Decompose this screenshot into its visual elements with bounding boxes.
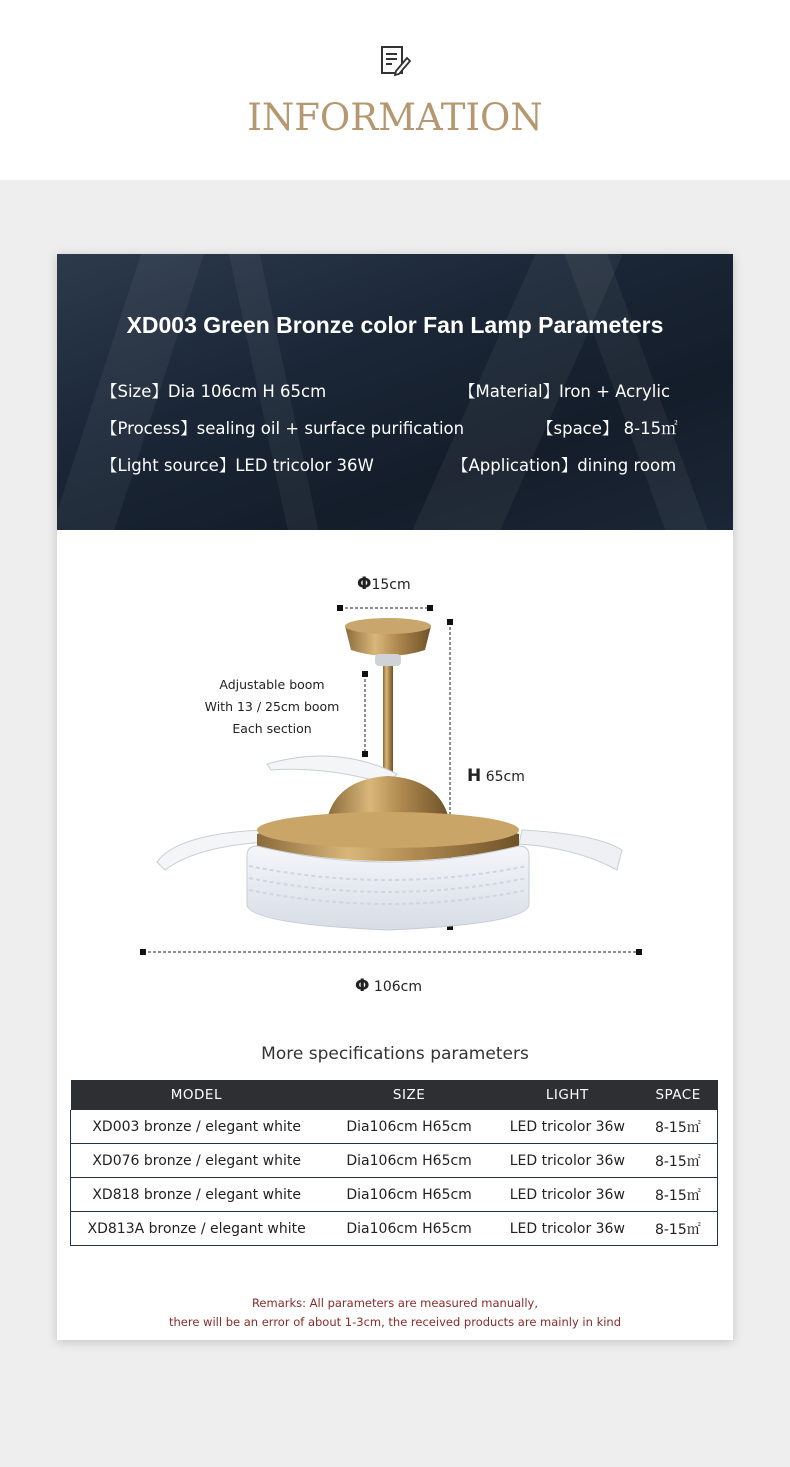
table-row [71,1178,718,1212]
cell-light: LED tricolor 36w [496,1110,639,1144]
cell-size: Dia106cm H65cm [322,1110,496,1144]
param-process: 【Process】sealing oil + surface purification [101,419,465,438]
cell-space: 8-15㎡ [639,1212,718,1246]
section-title: INFORMATION [247,96,543,139]
cell-space: 8-15㎡ [639,1144,718,1178]
col-size: SIZE [322,1080,496,1110]
cell-space: 8-15㎡ [639,1178,718,1212]
cell-light: LED tricolor 36w [496,1144,639,1178]
specs-table [70,1080,718,1246]
col-light: LIGHT [496,1080,639,1110]
product-title: XD003 Green Bronze color Fan Lamp Parameters [126,312,664,338]
table-row [71,1212,718,1246]
cell-size: Dia106cm H65cm [322,1212,496,1246]
cell-model: XD076 bronze / elegant white [71,1144,323,1178]
col-space: SPACE [639,1080,718,1110]
remarks-note: Remarks: All parameters are measured manually, there will be an error of about 1-3cm, the received products are mainly in kind [168,1296,622,1329]
cell-model: XD818 bronze / elegant white [71,1178,323,1212]
document-edit-icon [378,44,412,78]
cell-light: LED tricolor 36w [496,1178,639,1212]
param-light-source: 【Light source】LED tricolor 36W [101,456,374,475]
top-diameter-label: Φ15cm [357,574,411,594]
boom-note: Adjustable boom With 13 / 25cm boom Each section [204,677,340,736]
cell-model: XD813A bronze / elegant white [71,1212,323,1246]
fan-lamp-illustration [57,594,733,974]
cell-space: 8-15㎡ [639,1110,718,1144]
specs-heading: More specifications parameters [261,1044,529,1064]
cell-size: Dia106cm H65cm [322,1178,496,1212]
param-space: 【space】 8-15㎡ [537,419,678,438]
height-label: H 65cm [467,766,525,786]
param-application: 【Application】dining room [452,456,677,475]
cell-model: XD003 bronze / elegant white [71,1110,323,1144]
table-header-row [71,1080,718,1110]
top-band [0,0,790,180]
table-row [71,1110,718,1144]
info-card [57,254,733,1340]
col-model: MODEL [71,1080,323,1110]
table-row [71,1144,718,1178]
param-material: 【Material】Iron + Acrylic [459,382,671,401]
bottom-diameter-label: Φ 106cm [355,976,422,996]
cell-size: Dia106cm H65cm [322,1144,496,1178]
param-size: 【Size】Dia 106cm H 65cm [101,382,327,401]
cell-light: LED tricolor 36w [496,1212,639,1246]
parameters-header [57,254,733,530]
